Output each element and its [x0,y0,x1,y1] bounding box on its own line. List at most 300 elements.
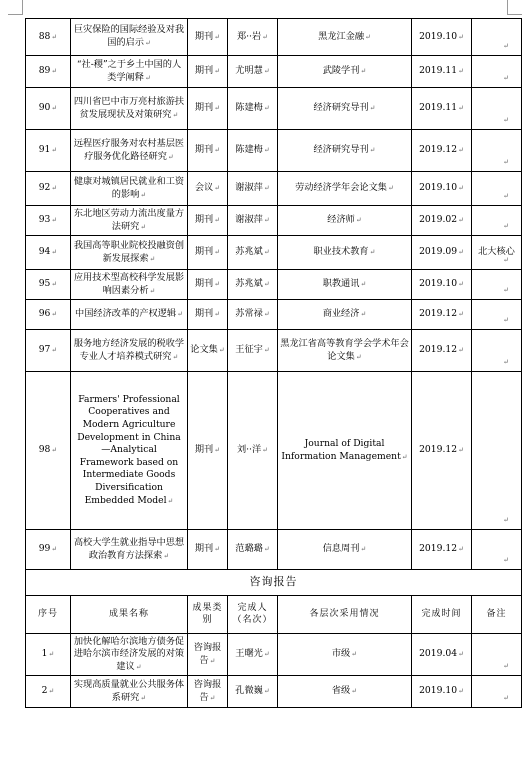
paragraph-mark-icon: ↵ [167,152,174,161]
paper-author-text: 谢淑萍 [235,214,263,226]
paragraph-mark-icon: ↵ [369,146,376,155]
paragraph-mark-icon: ↵ [458,104,464,113]
publication-row [26,372,522,530]
paper-type-text: 论文集 [190,344,218,356]
report-date-text: 2019.04 [419,648,458,660]
paper-note [472,130,522,172]
paragraph-mark-icon: ↵ [503,42,509,51]
paragraph-mark-icon: ↵ [365,32,371,41]
paper-note [472,172,522,206]
paper-note [472,372,522,530]
row-number-text: 98 [38,444,51,456]
paragraph-mark-icon: ↵ [214,280,221,289]
paper-title [71,372,188,530]
report-type [188,676,228,708]
paragraph-mark-icon: ↵ [263,545,270,554]
paragraph-mark-icon: ↵ [263,104,270,113]
paper-note-text: 北大核心 [478,246,515,258]
paragraph-mark-icon: ↵ [149,286,156,295]
row-number-text: 97 [38,344,51,356]
paragraph-mark-icon: ↵ [458,280,464,289]
section-title: 咨询报告 [26,570,522,596]
paragraph-mark-icon: ↵ [263,248,270,257]
paper-author-text: 陈建梅 [235,102,263,114]
page-corner-mark-right [507,0,522,15]
report-number-text: 1 [41,648,48,660]
paper-note [472,206,522,236]
paper-date [412,172,472,206]
paper-type [188,330,228,372]
report-date [412,634,472,676]
publication-row [26,56,522,88]
paper-type-text: 期刊 [194,214,214,226]
paper-title-text: Farmers' Professional Cooperatives and Modern Agriculture Development in China—Analytical Framework based on Intermediate Goods Diversification Embedded Model [77,393,181,506]
report-title-text: 实现高质量就业公共服务体系研究 [73,678,185,703]
row-number [26,88,71,130]
report-adoption-text: 省级 [331,685,351,697]
report-title [71,634,188,676]
row-number [26,530,71,570]
paper-title-text: 服务地方经济发展的税收学专业人才培养模式研究 [73,337,185,362]
row-number-text: 96 [38,308,51,320]
report-date-text: 2019.10 [419,685,458,697]
paragraph-mark-icon: ↵ [209,693,216,702]
row-number [26,206,71,236]
paper-date [412,19,472,56]
paragraph-mark-icon: ↵ [51,280,58,289]
publication-row [26,270,522,300]
paper-note [472,236,522,270]
paragraph-mark-icon: ↵ [503,316,509,325]
paper-title [71,270,188,300]
row-number [26,19,71,56]
publication-row [26,530,522,570]
publication-row [26,206,522,236]
paragraph-mark-icon: ↵ [503,222,509,231]
paper-type [188,206,228,236]
paper-type [188,19,228,56]
report-author-text: 王曙光 [235,648,263,660]
paragraph-mark-icon: ↵ [263,216,270,225]
row-number-text: 90 [38,102,51,114]
paper-date [412,88,472,130]
paper-venue-text: 信息周刊 [322,543,360,555]
report-adoption-text: 市级 [331,648,351,660]
paper-author-text: 郑··岩 [236,30,262,42]
paper-note [472,530,522,570]
paper-author-text: 苏兆斌 [235,246,263,258]
paragraph-mark-icon: ↵ [503,192,509,201]
paragraph-mark-icon: ↵ [172,352,179,361]
paper-venue [278,300,412,330]
paper-type [188,172,228,206]
header-adoption: 各层次采用情况 [278,596,412,634]
row-number [26,236,71,270]
paper-author [228,56,278,88]
report-number-text: 2 [41,685,48,697]
publication-row [26,130,522,172]
paper-date-text: 2019.11 [419,65,458,77]
report-type-text: 咨询报告 [193,678,222,703]
paragraph-mark-icon: ↵ [51,32,58,41]
paper-type-text: 期刊 [194,246,214,258]
paper-title [71,172,188,206]
paragraph-mark-icon: ↵ [503,358,509,367]
paper-author [228,88,278,130]
paragraph-mark-icon: ↵ [263,146,270,155]
paragraph-mark-icon: ↵ [149,254,156,263]
paper-venue-text: 职业技术教育 [313,246,369,258]
paper-author-text: 王征宇 [235,344,263,356]
paper-title-text: 高校大学生就业指导中思想政治教育方法探索 [73,536,185,561]
paper-title-text: 四川省巴中市万亮村旅游扶贫发展现状及对策研究 [73,95,185,120]
paragraph-mark-icon: ↵ [51,104,58,113]
paragraph-mark-icon: ↵ [458,687,464,696]
row-number-text: 88 [38,30,51,42]
header-title: 成果名称 [71,596,188,634]
paper-title [71,56,188,88]
paper-note [472,300,522,330]
paragraph-mark-icon: ↵ [458,67,464,76]
paragraph-mark-icon: ↵ [503,116,509,125]
paragraph-mark-icon: ↵ [360,280,367,289]
row-number [26,270,71,300]
paper-venue-text: 经济师 [327,214,355,226]
paper-date-text: 2019.02 [419,214,458,226]
row-number-text: 91 [38,144,51,156]
paper-venue-text: 职教通讯 [322,278,360,290]
report-rows [26,634,522,708]
paper-title-text: 远程医疗服务对农村基层医疗服务优化路径研究 [73,137,185,162]
paper-title [71,300,188,330]
achievements-table [25,18,522,708]
publication-row [26,330,522,372]
paper-type-text: 会议 [194,182,214,194]
report-section [26,570,522,634]
paper-type-text: 期刊 [194,278,214,290]
paragraph-mark-icon: ↵ [351,650,358,659]
paragraph-mark-icon: ↵ [262,446,269,455]
report-number [26,676,71,708]
report-type-text: 咨询报告 [193,641,222,666]
paper-type-text: 期刊 [194,65,214,77]
row-number [26,172,71,206]
paragraph-mark-icon: ↵ [214,545,221,554]
paper-venue [278,206,412,236]
paper-date-text: 2019.12 [419,444,458,456]
paper-venue-text: 经济研究导刊 [313,102,369,114]
paragraph-mark-icon: ↵ [177,310,183,319]
paragraph-mark-icon: ↵ [172,110,179,119]
paper-author-text: 陈建梅 [235,144,263,156]
paragraph-mark-icon: ↵ [388,184,394,193]
paragraph-mark-icon: ↵ [503,74,509,83]
paragraph-mark-icon: ↵ [51,310,58,319]
paragraph-mark-icon: ↵ [503,286,509,295]
paper-venue-text: 经济研究导刊 [313,144,369,156]
paper-type [188,56,228,88]
paper-note [472,56,522,88]
paragraph-mark-icon: ↵ [263,280,270,289]
paper-date [412,130,472,172]
paragraph-mark-icon: ↵ [458,545,464,554]
row-number-text: 92 [38,182,51,194]
paper-date [412,56,472,88]
paper-date [412,330,472,372]
paper-title [71,236,188,270]
paragraph-mark-icon: ↵ [401,452,408,461]
paragraph-mark-icon: ↵ [262,32,269,41]
paragraph-mark-icon: ↵ [51,67,58,76]
paragraph-mark-icon: ↵ [51,446,58,455]
paper-type [188,88,228,130]
paper-date [412,530,472,570]
report-author [228,634,278,676]
paper-type-text: 期刊 [194,102,214,114]
paper-author-text: 谢淑萍 [235,182,263,194]
row-number [26,130,71,172]
paragraph-mark-icon: ↵ [369,104,376,113]
paragraph-mark-icon: ↵ [214,104,221,113]
report-number [26,634,71,676]
report-author [228,676,278,708]
paragraph-mark-icon: ↵ [503,556,509,565]
paragraph-mark-icon: ↵ [51,216,58,225]
paper-venue-text: 黑龙江金融 [318,30,365,42]
paragraph-mark-icon: ↵ [360,310,367,319]
publication-row [26,19,522,56]
paragraph-mark-icon: ↵ [167,496,174,505]
paper-note [472,330,522,372]
paragraph-mark-icon: ↵ [214,248,221,257]
paper-title-text: 巨灾保险的国际经验及对我国的启示 [73,24,185,48]
paper-venue [278,88,412,130]
paper-type [188,130,228,172]
row-number-text: 94 [38,246,51,258]
paragraph-mark-icon: ↵ [458,650,464,659]
paper-author [228,300,278,330]
paper-title [71,206,188,236]
paper-venue [278,172,412,206]
paper-note [472,19,522,56]
paper-author-text: 刘··洋 [236,444,262,456]
paper-venue [278,530,412,570]
paper-type [188,270,228,300]
row-number [26,300,71,330]
paper-author-text: 尤明慧 [235,65,263,77]
paragraph-mark-icon: ↵ [263,67,270,76]
paper-title [71,19,188,56]
paper-date-text: 2019.10 [419,30,458,42]
paragraph-mark-icon: ↵ [503,694,509,703]
paper-type [188,236,228,270]
paper-author-text: 范璐璐 [235,543,263,555]
paragraph-mark-icon: ↵ [214,67,221,76]
paper-date-text: 2019.09 [419,246,458,258]
paragraph-mark-icon: ↵ [458,184,464,193]
paragraph-mark-icon: ↵ [48,687,55,696]
paragraph-mark-icon: ↵ [214,32,221,41]
paper-author [228,330,278,372]
paper-title [71,330,188,372]
header-type: 成果类别 [188,596,228,634]
row-number-text: 99 [38,543,51,555]
paper-venue-text: 劳动经济学年会论文集 [295,182,387,194]
publication-row [26,88,522,130]
paragraph-mark-icon: ↵ [135,662,142,671]
paper-date-text: 2019.12 [419,543,458,555]
paper-type [188,530,228,570]
paragraph-mark-icon: ↵ [503,516,509,525]
paragraph-mark-icon: ↵ [51,545,58,554]
paper-venue-text: 黑龙江省高等教育学会学术年会论文集 [280,337,409,362]
publication-row [26,300,522,330]
paper-title-text: 我国高等职业院校投融资创新发展探索 [73,239,185,264]
paragraph-mark-icon: ↵ [351,687,358,696]
paragraph-mark-icon: ↵ [458,32,464,41]
paper-date-text: 2019.10 [419,278,458,290]
report-note [472,676,522,708]
paper-title [71,130,188,172]
paper-author [228,130,278,172]
paragraph-mark-icon: ↵ [214,310,221,319]
paragraph-mark-icon: ↵ [214,184,221,193]
row-number-text: 89 [38,65,51,77]
paragraph-mark-icon: ↵ [458,146,464,155]
report-date [412,676,472,708]
paragraph-mark-icon: ↵ [144,73,151,82]
paragraph-mark-icon: ↵ [140,222,147,231]
paper-author [228,206,278,236]
paper-author [228,530,278,570]
paper-date [412,300,472,330]
paper-type [188,300,228,330]
paper-note [472,270,522,300]
publication-row [26,236,522,270]
row-number [26,330,71,372]
paragraph-mark-icon: ↵ [458,446,464,455]
paragraph-mark-icon: ↵ [360,545,367,554]
paragraph-mark-icon: ↵ [369,248,376,257]
paper-author [228,270,278,300]
section-header-row [26,570,522,596]
paper-date-text: 2019.12 [419,344,458,356]
report-title [71,676,188,708]
paragraph-mark-icon: ↵ [503,158,509,167]
paper-venue [278,236,412,270]
paper-title-text: 中国经济改革的产权逻辑 [75,308,177,320]
paragraph-mark-icon: ↵ [218,346,225,355]
page-corner-mark-left [8,0,23,15]
paragraph-mark-icon: ↵ [263,687,270,696]
report-type [188,634,228,676]
row-number [26,56,71,88]
row-number-text: 93 [38,214,51,226]
paragraph-mark-icon: ↵ [51,146,58,155]
publication-row [26,172,522,206]
header-author: 完成人（名次） [228,596,278,634]
report-header-row [26,596,522,634]
paper-title [71,530,188,570]
paper-author [228,236,278,270]
paragraph-mark-icon: ↵ [51,184,58,193]
paper-venue [278,19,412,56]
paper-type-text: 期刊 [194,144,214,156]
paragraph-mark-icon: ↵ [263,650,270,659]
paper-date [412,236,472,270]
report-title-text: 加快化解哈尔滨地方债务促进哈尔滨市经济发展的对策建议 [73,635,185,672]
paper-date-text: 2019.10 [419,182,458,194]
paper-title-text: “社-稷”之于乡土中国的人类学阐释 [76,58,182,83]
paragraph-mark-icon: ↵ [51,248,58,257]
paper-date-text: 2019.12 [419,144,458,156]
paper-title [71,88,188,130]
paper-author [228,372,278,530]
report-row [26,634,522,676]
paper-type-text: 期刊 [194,308,214,320]
paragraph-mark-icon: ↵ [458,346,464,355]
paper-date-text: 2019.12 [419,308,458,320]
paragraph-mark-icon: ↵ [140,693,147,702]
paper-date-text: 2019.11 [419,102,458,114]
paragraph-mark-icon: ↵ [503,256,509,265]
paragraph-mark-icon: ↵ [355,352,362,361]
paper-title-text: 应用技术型高校科学发展影响因素分析 [73,271,185,296]
paragraph-mark-icon: ↵ [458,216,464,225]
paragraph-mark-icon: ↵ [214,216,221,225]
paper-author-text: 苏常禄 [235,308,263,320]
report-note [472,634,522,676]
paper-note [472,88,522,130]
paper-author-text: 苏兆斌 [235,278,263,290]
paper-venue [278,56,412,88]
publication-rows [26,19,522,570]
paper-date [412,372,472,530]
paper-author [228,172,278,206]
header-date: 完成时间 [412,596,472,634]
paragraph-mark-icon: ↵ [51,346,58,355]
paragraph-mark-icon: ↵ [360,67,367,76]
paragraph-mark-icon: ↵ [263,184,270,193]
paragraph-mark-icon: ↵ [209,656,216,665]
paper-type-text: 期刊 [194,543,214,555]
paper-author [228,19,278,56]
header-note: 备注 [472,596,522,634]
paragraph-mark-icon: ↵ [48,650,55,659]
paragraph-mark-icon: ↵ [458,248,464,257]
report-row [26,676,522,708]
paragraph-mark-icon: ↵ [503,662,509,671]
paper-venue-text: 商业经济 [322,308,360,320]
paper-venue [278,372,412,530]
header-no: 序号 [26,596,71,634]
paper-date [412,270,472,300]
paper-venue-text: 武陵学刊 [322,65,360,77]
paragraph-mark-icon: ↵ [458,310,464,319]
paper-venue [278,130,412,172]
row-number-text: 95 [38,278,51,290]
paper-type [188,372,228,530]
paper-title-text: 东北地区劳动力流出度量方法研究 [73,207,185,232]
paragraph-mark-icon: ↵ [263,310,270,319]
report-author-text: 孔微巍 [235,685,263,697]
paragraph-mark-icon: ↵ [140,190,147,199]
paragraph-mark-icon: ↵ [163,551,170,560]
paragraph-mark-icon: ↵ [355,216,362,225]
paragraph-mark-icon: ↵ [214,146,221,155]
report-adoption [278,676,412,708]
paper-venue [278,270,412,300]
